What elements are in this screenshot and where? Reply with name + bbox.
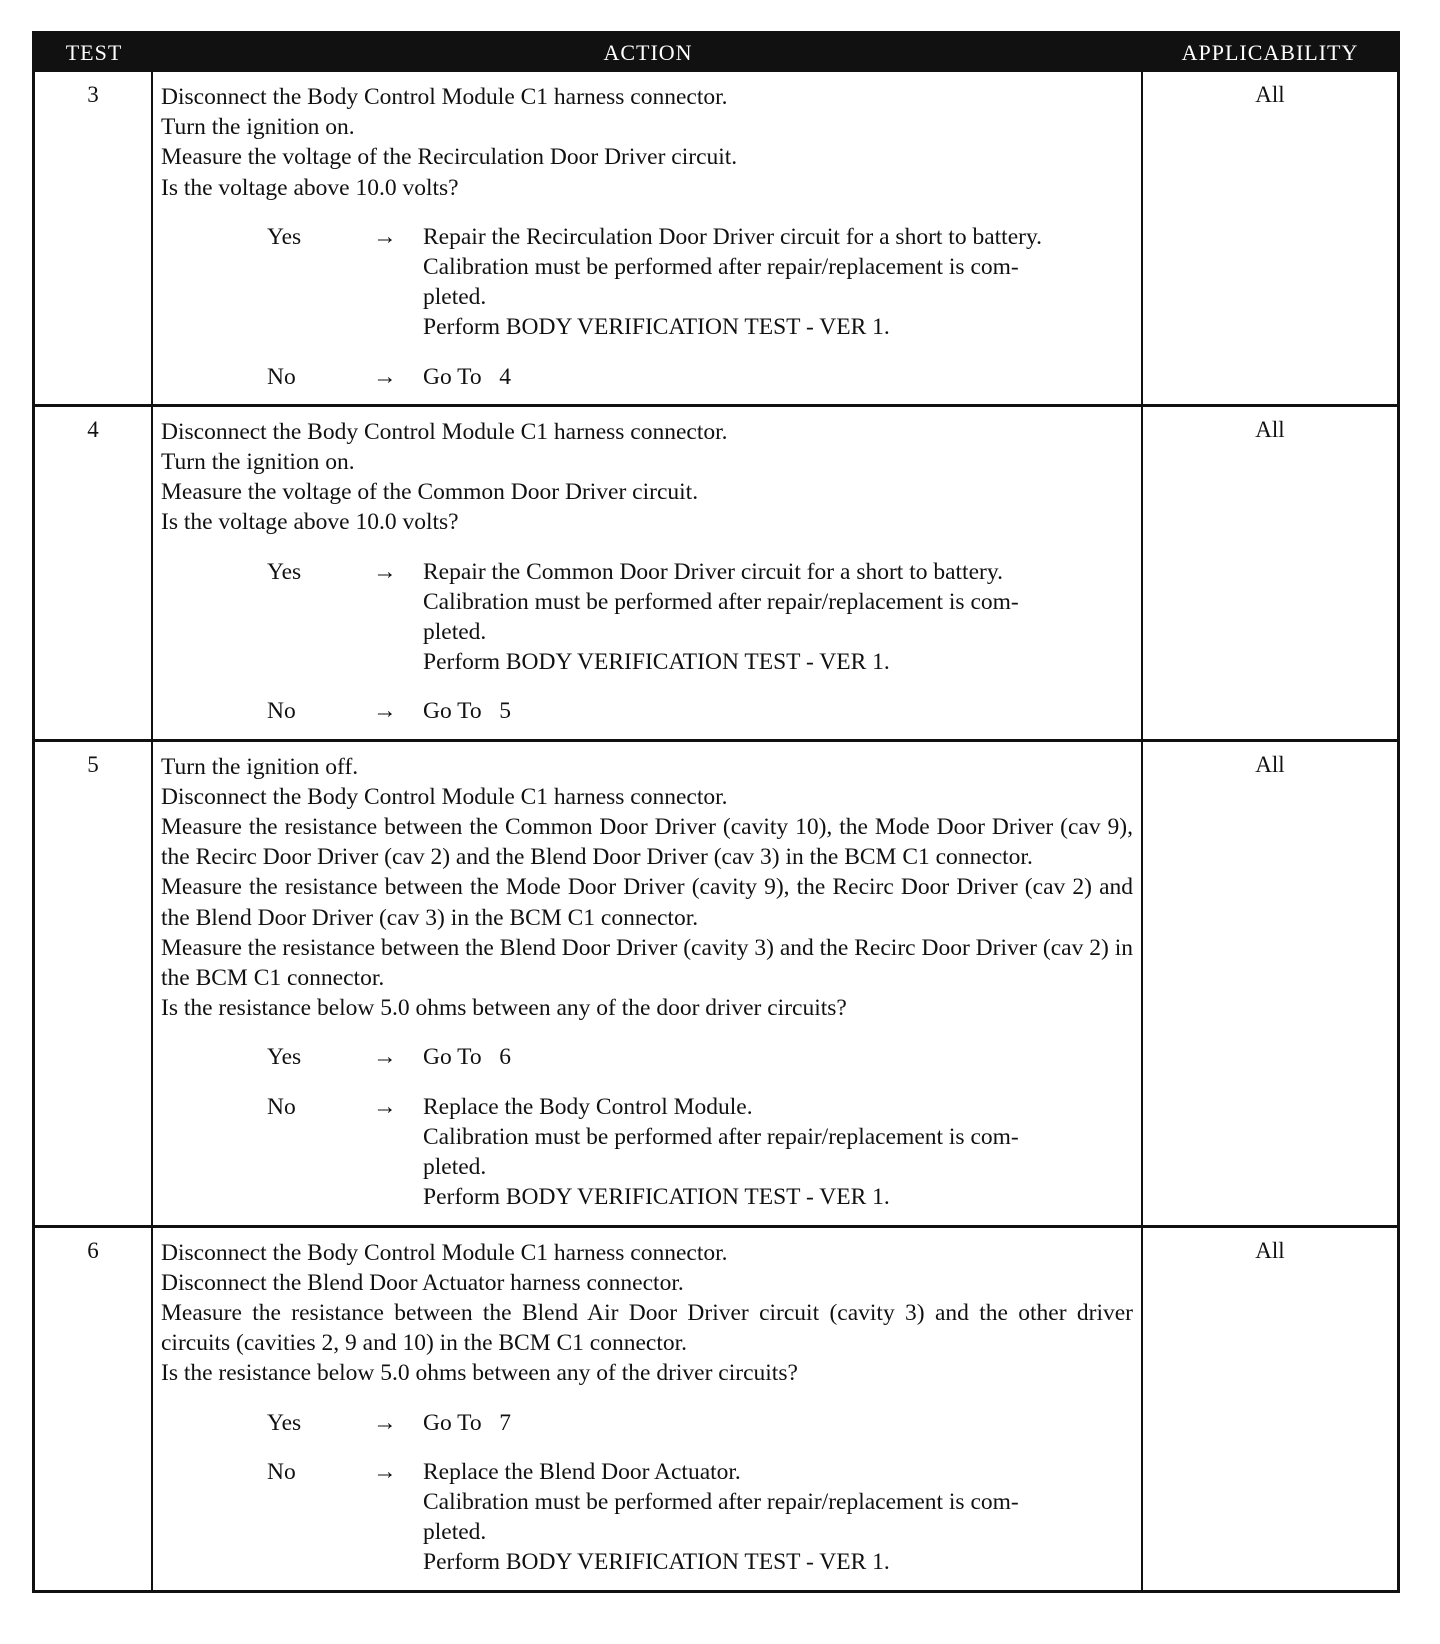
action-step: Is the resistance below 5.0 ohms between any of the door driver circuits? <box>161 995 847 1022</box>
result-no-label: No <box>267 1458 296 1485</box>
result-no-text <box>423 1092 1133 1213</box>
action-step: Disconnect the Body Control Module C1 harness connector. <box>161 783 728 810</box>
table-row <box>35 404 1397 739</box>
result-no-text <box>423 1457 1133 1578</box>
arrow-icon: → <box>373 363 397 390</box>
result-yes-label: Yes <box>267 1044 302 1071</box>
test-number: 4 <box>35 407 153 739</box>
action-steps <box>161 1238 1133 1389</box>
table-header <box>35 34 1397 72</box>
result-line: Replace the Body Control Module. <box>423 1093 753 1120</box>
applicability: All <box>1255 751 1285 777</box>
action-step: Is the voltage above 10.0 volts? <box>161 174 459 201</box>
diagnostic-table <box>32 31 1400 1593</box>
arrow-icon: → <box>373 223 397 250</box>
table-row <box>35 739 1397 1225</box>
action-step: Measure the resistance between the Common Door Driver (cavity 10), the Mode Door Driver (cav 9), the Recirc Door Driver (cav 2) and the Blend Door Driver (cav 3) in the BCM C1 connector. <box>161 814 1133 871</box>
action-cell <box>153 407 1143 739</box>
test-number: 6 <box>35 1228 153 1590</box>
result-line: Perform BODY VERIFICATION TEST - VER 1. <box>423 1184 890 1211</box>
result-line: Perform BODY VERIFICATION TEST - VER 1. <box>423 1549 890 1576</box>
result-line: Replace the Blend Door Actuator. <box>423 1458 741 1485</box>
result-line: Go To 5 <box>423 698 512 725</box>
action-step: Turn the ignition on. <box>161 114 355 141</box>
result-yes-label: Yes <box>267 1409 302 1436</box>
header-action: ACTION <box>603 40 693 65</box>
applicability: All <box>1255 1237 1285 1263</box>
result-yes-text <box>423 222 1133 343</box>
action-step: Measure the resistance between the Blend Air Door Driver circuit (cavity 3) and the other driver circuits (cavities 2, 9 and 10) in the BCM C1 connector. <box>161 1299 1133 1357</box>
result-no <box>161 362 1133 392</box>
result-no <box>161 1457 1133 1578</box>
result-line: Perform BODY VERIFICATION TEST - VER 1. <box>423 649 890 676</box>
action-step: Disconnect the Body Control Module C1 harness connector. <box>161 84 728 110</box>
result-no-text <box>423 362 1133 392</box>
arrow-icon: → <box>373 698 397 725</box>
result-no-text <box>423 696 1133 726</box>
action-cell <box>153 1228 1143 1590</box>
action-step: Measure the resistance between the Blend Door Driver (cavity 3) and the Recirc Door Driver (cav 2) in the BCM C1 connector. <box>161 934 1133 992</box>
header-applicability: APPLICABILITY <box>1181 40 1359 65</box>
action-steps <box>161 82 1133 203</box>
result-line: Go To 6 <box>423 1044 512 1071</box>
result-line: Perform BODY VERIFICATION TEST - VER 1. <box>423 314 890 341</box>
result-line: pleted. <box>423 1519 487 1546</box>
result-line: Repair the Recirculation Door Driver circuit for a short to battery. <box>423 223 1043 250</box>
arrow-icon: → <box>373 1458 397 1485</box>
applicability: All <box>1255 416 1285 442</box>
action-cell <box>153 742 1143 1225</box>
table-row <box>35 1225 1397 1590</box>
result-line: Calibration must be performed after repair/replacement is com- <box>423 1123 1019 1150</box>
result-yes <box>161 557 1133 678</box>
result-line: Calibration must be performed after repair/replacement is com- <box>423 588 1019 615</box>
result-no-label: No <box>267 1093 296 1120</box>
result-yes-text <box>423 1408 1133 1438</box>
result-yes <box>161 1042 1133 1072</box>
result-line: Calibration must be performed after repair/replacement is com- <box>423 254 1019 281</box>
result-yes-label: Yes <box>267 558 302 585</box>
result-line: pleted. <box>423 284 487 311</box>
action-steps <box>161 752 1133 1024</box>
result-no-label: No <box>267 698 296 725</box>
result-no-label: No <box>267 363 296 390</box>
action-step: Measure the voltage of the Recirculation Door Driver circuit. <box>161 144 738 171</box>
action-cell <box>153 72 1143 404</box>
result-line: Calibration must be performed after repair/replacement is com- <box>423 1488 1019 1515</box>
result-no <box>161 696 1133 726</box>
header-test: TEST <box>65 40 123 65</box>
action-step: Is the resistance below 5.0 ohms between any of the driver circuits? <box>161 1360 798 1387</box>
action-step: Is the voltage above 10.0 volts? <box>161 509 459 536</box>
table-body <box>35 72 1397 1590</box>
action-step: Measure the voltage of the Common Door Driver circuit. <box>161 479 699 506</box>
result-yes-label: Yes <box>267 223 302 250</box>
action-step: Disconnect the Blend Door Actuator harness connector. <box>161 1269 684 1296</box>
applicability: All <box>1255 82 1285 107</box>
result-line: pleted. <box>423 619 487 646</box>
result-yes <box>161 222 1133 343</box>
arrow-icon: → <box>373 1044 397 1071</box>
action-steps <box>161 417 1133 538</box>
result-line: Repair the Common Door Driver circuit for a short to battery. <box>423 558 1003 585</box>
result-line: Go To 7 <box>423 1409 512 1436</box>
arrow-icon: → <box>373 1409 397 1436</box>
action-step: Disconnect the Body Control Module C1 harness connector. <box>161 418 728 445</box>
action-step: Measure the resistance between the Mode Door Driver (cavity 9), the Recirc Door Driver (cav 2) and the Blend Door Driver (cav 3) in the BCM C1 connector. <box>161 874 1133 931</box>
action-step: Disconnect the Body Control Module C1 harness connector. <box>161 1239 728 1266</box>
table-row <box>35 72 1397 404</box>
arrow-icon: → <box>373 558 397 585</box>
action-step: Turn the ignition off. <box>161 753 359 780</box>
result-line: pleted. <box>423 1154 487 1181</box>
result-yes <box>161 1408 1133 1438</box>
result-yes-text <box>423 1042 1133 1072</box>
action-step: Turn the ignition on. <box>161 449 355 476</box>
arrow-icon: → <box>373 1093 397 1120</box>
result-line: Go To 4 <box>423 363 512 390</box>
test-number: 5 <box>35 742 153 1225</box>
result-yes-text <box>423 557 1133 678</box>
result-no <box>161 1092 1133 1213</box>
test-number: 3 <box>35 72 153 404</box>
